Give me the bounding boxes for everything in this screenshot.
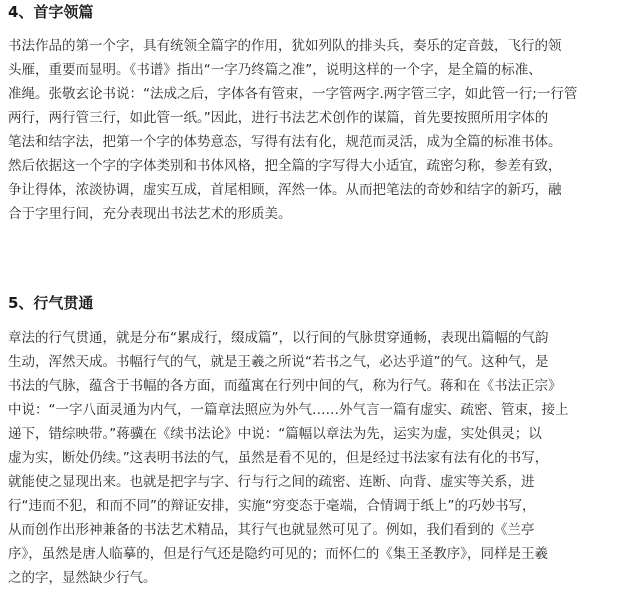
- text-line: 争让得体，浓淡协调，虚实互成，首尾相顾，浑然一体。从而把笔法的奇妙和结字的新巧，融: [8, 182, 562, 198]
- text-line: 虚为实，断处仍续。”这表明书法的气，虽然是看不见的，但是经过书法家有法有化的书写，: [8, 450, 549, 466]
- section-5-heading: 5、行气贯通: [8, 294, 94, 312]
- text-line: 序》，虽然是唐人临摹的，但是行气还是隐约可见的；而怀仁的《集王圣教序》，同样是王羲: [8, 546, 548, 562]
- text-line: 行“违而不犯，和而不同”的辩证安排，实施“穷变态于毫端，合情调于纸上”的巧妙书写，: [8, 498, 536, 514]
- section-4-heading: 4、首字领篇: [8, 3, 94, 21]
- text-line: 递下，错综映带。”蒋骥在《续书法论》中说：“篇幅以章法为先，运实为虚，实处俱灵；以: [8, 426, 542, 442]
- text-line: 准绳。张敬玄论书说：“法成之后，字体各有管束，一字管两字.两字管三字，如此管一行;一行管: [8, 86, 578, 102]
- text-line: 章法的行气贯通，就是分布“累成行，缀成篇”，以行间的气脉贯穿通畅，表现出篇幅的气韵: [8, 330, 549, 346]
- text-line: 就能使之显现出来。也就是把字与字、行与行之间的疏密、连断、向背、虚实等关系，进: [8, 474, 535, 490]
- text-line: 两行，两行管三行，如此管一纸。”因此，进行书法艺术创作的谋篇，首先要按照所用字体的: [8, 110, 549, 126]
- text-line: 头雁，重要而显明。《书谱》指出“一字乃终篇之准”，说明这样的一个字，是全篇的标准、: [8, 62, 542, 78]
- text-line: 书法的气脉，蕴含于书幅的各方面，而蕴寓在行列中间的气，称为行气。蒋和在《书法正宗》: [8, 378, 562, 394]
- text-line: 笔法和结字法，把第一个字的体势意态，写得有法有化，规范而灵活，成为全篇的标准书体。: [8, 134, 562, 150]
- text-line: 之的字，显然缺少行气。: [8, 570, 157, 586]
- text-line: 中说：“一字八面灵通为内气，一篇章法照应为外气……外气言一篇有虚实、疏密、管束，接上: [8, 402, 569, 418]
- section-4-paragraph: [8, 34, 612, 226]
- text-line: 书法作品的第一个字，具有统领全篇字的作用，犹如列队的排头兵，奏乐的定音鼓，飞行的领: [8, 38, 562, 54]
- text-line: 合于字里行间，充分表现出书法艺术的形质美。: [8, 206, 292, 222]
- section-5-paragraph: [8, 326, 612, 590]
- text-line: 然后依据这一个字的字体类别和书体风格，把全篇的字写得大小适宜，疏密匀称，参差有致，: [8, 158, 562, 174]
- text-line: 生动，浑然天成。书幅行气的气，就是王羲之所说“若书之气，必达乎道”的气。这种气，是: [8, 354, 549, 370]
- text-line: 从而创作出形神兼备的书法艺术精品，其行气也就显然可见了。例如，我们看到的《兰亭: [8, 522, 535, 538]
